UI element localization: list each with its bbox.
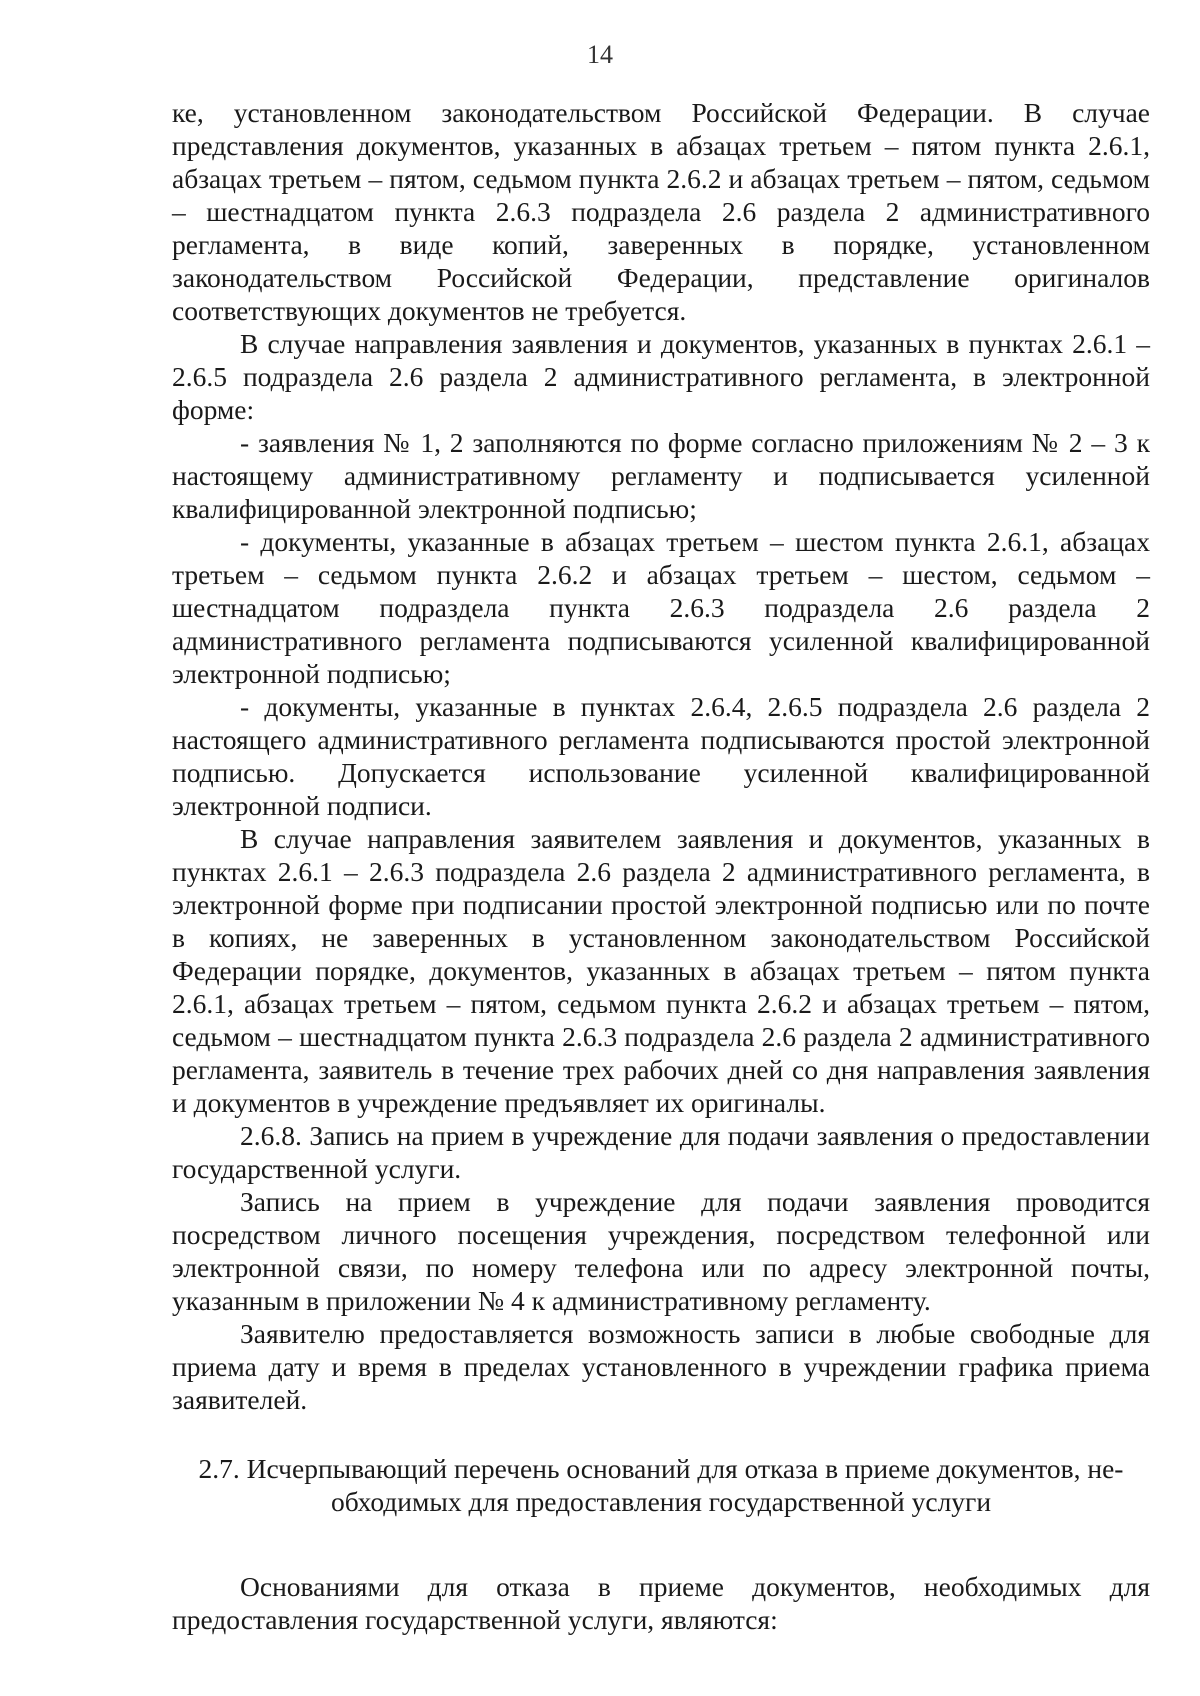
paragraph-2-6-8: 2.6.8. Запись на прием в учреждение для подачи заявления о предоставлении государственной услуги. [172, 1120, 1150, 1184]
list-item-applications: - заявления № 1, 2 заполняются по форме согласно приложениям № 2 – 3 к настоящему административному регламенту и подписывается усиленной квалифицированной электронной подписью; [172, 427, 1150, 524]
body-text [172, 96, 1150, 1416]
page-number: 14 [587, 40, 613, 69]
section-heading [172, 1452, 1150, 1518]
paragraph-electronic-form: В случае направления заявления и документов, указанных в пунктах 2.6.1 – 2.6.5 подраздела 2.6 раздела 2 административного регламента, в электронной форме: [172, 328, 1150, 425]
list-item-documents-simple: - документы, указанные в пунктах 2.6.4, 2.6.5 подраздела 2.6 раздела 2 настоящего административного регламента подписываются простой электронной подписью. Допускается использование усиленной квалифицированной электронной подписи. [172, 691, 1150, 821]
paragraph-schedule: Заявителю предоставляется возможность записи в любые свободные для приема дату и время в пределах установленного в учреждении графика приема заявителей. [172, 1318, 1150, 1415]
paragraph-grounds: Основаниями для отказа в приеме документов, необходимых для предоставления государственной услуги, являются: [172, 1571, 1150, 1635]
list-item-documents-qualified: - документы, указанные в абзацах третьем – шестом пункта 2.6.1, абзацах третьем – седьмом пункта 2.6.2 и абзацах третьем – шестом, седьмом – шестнадцатом подраздела пункта 2.6.3 подраздела 2.6 раздела 2 административного регламента подписываются усиленной квалифицированной электронной подписью; [172, 526, 1150, 689]
section-heading-line-2: обходимых для предоставления государственной услуги [330, 1486, 992, 1517]
final-text [172, 1570, 1150, 1636]
paragraph-continuation: ке, установленном законодательством Российской Федерации. В случае представления документов, указанных в абзацах третьем – пятом пункта 2.6.1, абзацах третьем – пятом, седьмом пункта 2.6.2 и абзацах третьем – пятом, седьмом – шестнадцатом пункта 2.6.3 подраздела 2.6 раздела 2 административного регламента, в виде копий, заверенных в порядке, установленном законодательством Российской Федерации, представление оригиналов соответствующих документов не требуется. [172, 97, 1150, 326]
paragraph-appointment: Запись на прием в учреждение для подачи заявления проводится посредством личного посещения учреждения, посредством телефонной или электронной связи, по номеру телефона или по адресу электронной почты, указанным в приложении № 4 к административному регламенту. [172, 1186, 1150, 1316]
paragraph-originals: В случае направления заявителем заявления и документов, указанных в пунктах 2.6.1 – 2.6.3 подраздела 2.6 раздела 2 административного регламента, в электронной форме при подписании простой электронной подписью или по почте в копиях, не заверенных в установленном законодательством Российской Федерации порядке, документов, указанных в абзацах третьем – пятом пункта 2.6.1, абзацах третьем – пятом, седьмом пункта 2.6.2 и абзацах третьем – пятом, седьмом – шестнадцатом пункта 2.6.3 подраздела 2.6 раздела 2 административного регламента, заявитель в течение трех рабочих дней со дня направления заявления и документов в учреждение предъявляет их оригиналы. [172, 823, 1150, 1118]
section-heading-line-1: 2.7. Исчерпывающий перечень оснований для отказа в приеме документов, не- [198, 1453, 1124, 1484]
